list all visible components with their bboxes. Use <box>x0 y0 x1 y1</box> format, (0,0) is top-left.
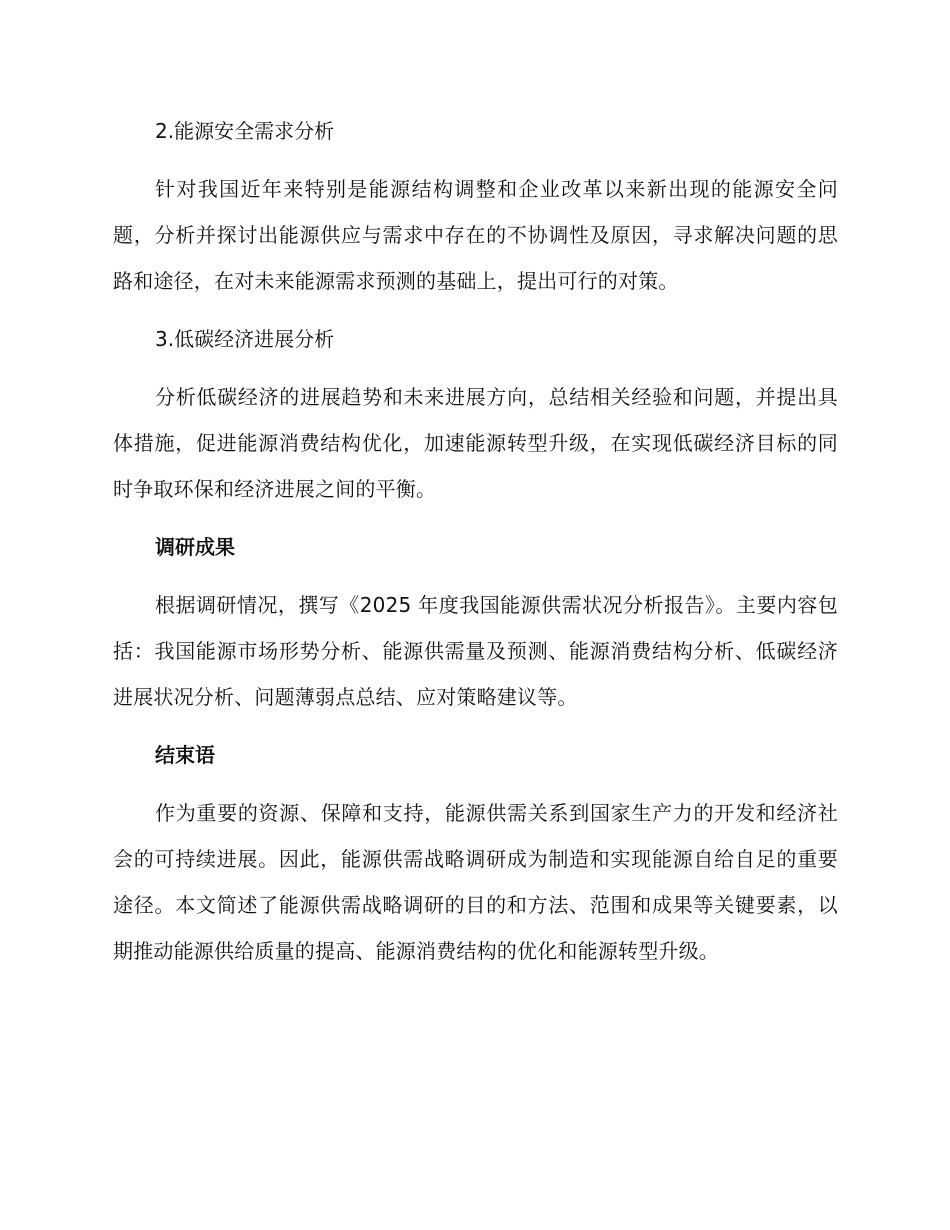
section-body-results: 根据调研情况，撰写《2025 年度我国能源供需状况分析报告》。主要内容包括：我国能源市场形势分析、能源供需量及预测、能源消费结构分析、低碳经济进展状况分析、问题薄弱点总结、应对策略建议等。 <box>113 593 838 709</box>
section-heading-conclusion: 结束语 <box>155 743 215 767</box>
spacer <box>113 570 838 582</box>
section-heading-results: 调研成果 <box>155 535 235 559</box>
spacer <box>113 362 838 374</box>
spacer <box>113 720 838 732</box>
spacer <box>113 154 838 166</box>
section-heading-low-carbon: 3.低碳经济进展分析 <box>155 327 335 351</box>
document-page <box>113 108 838 974</box>
spacer <box>113 304 838 316</box>
spacer <box>113 778 838 790</box>
section-body-low-carbon: 分析低碳经济的进展趋势和未来进展方向，总结相关经验和问题，并提出具体措施，促进能源消费结构优化，加速能源转型升级，在实现低碳经济目标的同时争取环保和经济进展之间的平衡。 <box>113 385 838 501</box>
section-body-energy-security: 针对我国近年来特别是能源结构调整和企业改革以来新出现的能源安全问题，分析并探讨出能源供应与需求中存在的不协调性及原因，寻求解决问题的思路和途径，在对未来能源需求预测的基础上，提出可行的对策。 <box>113 177 838 293</box>
section-heading-energy-security: 2.能源安全需求分析 <box>155 119 335 143</box>
spacer <box>113 512 838 524</box>
section-body-conclusion: 作为重要的资源、保障和支持，能源供需关系到国家生产力的开发和经济社会的可持续进展。因此，能源供需战略调研成为制造和实现能源自给自足的重要途径。本文简述了能源供需战略调研的目的和方法、范围和成果等关键要素，以期推动能源供给质量的提高、能源消费结构的优化和能源转型升级。 <box>113 801 838 963</box>
